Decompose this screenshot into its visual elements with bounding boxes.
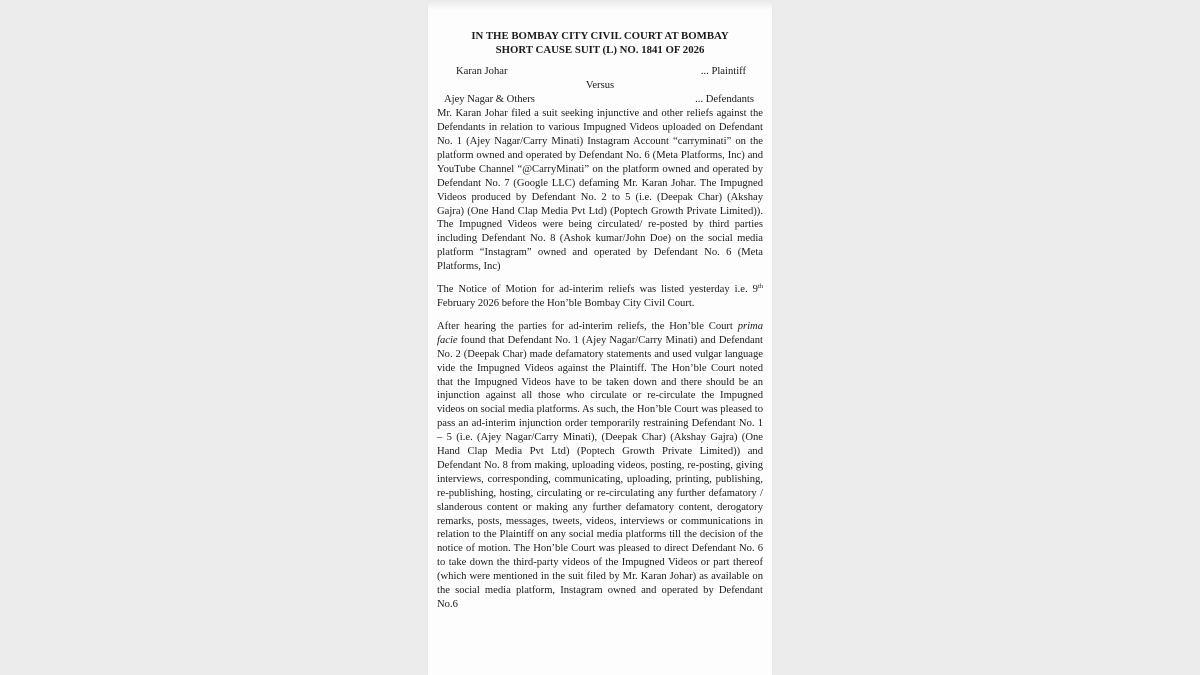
versus-label: Versus bbox=[585, 80, 615, 92]
prima-facie-italic: prima facie bbox=[437, 320, 763, 346]
plaintiff-name: Karan Johar bbox=[456, 66, 508, 78]
plaintiff-row bbox=[437, 65, 763, 79]
notice-text-end: February 2026 before the Hon’ble Bombay City Civil Court. bbox=[437, 297, 695, 309]
defendant-name: Ajey Nagar & Others bbox=[444, 94, 535, 106]
paragraph-suit-filed: Mr. Karan Johar filed a suit seeking injunctive and other reliefs against the Defendants in relation to various Impugned Videos uploaded on Defendant No. 1 (Ajey Nagar/Carry Minati) Instagram Account “carryminati” on the platform owned and operated by Defendant No. 6 (Meta Platforms, Inc) and YouTube Channel “@CarryMinati” on the platform owned and operated by Defendant No. 7 (Google LLC) defaming Mr. Karan Johar. The Impugned Videos produced by Defendant No. 2 to 5 (i.e. (Deepak Char) (Akshay Gajra) (One Hand Clap Media Pvt Ltd) (Poptech Growth Private Limited)). The Impugned Videos were being circulated/ re-posted by third parties including Defendant No. 8 (Ashok kumar/John Doe) on the social media platform “Instagram” owned and operated by Defendant No. 6 (Meta Platforms, Inc) bbox=[437, 108, 763, 273]
defendant-role: ... Defendants bbox=[695, 94, 754, 106]
parties-block bbox=[437, 65, 763, 107]
document-content bbox=[437, 30, 763, 621]
notice-text-start: The Notice of Motion for ad-interim reliefs was listed yesterday i.e. 9 bbox=[437, 284, 758, 296]
order-text-start: After hearing the parties for ad-interim reliefs, the Hon’ble Court bbox=[437, 320, 738, 332]
defendant-row bbox=[437, 93, 763, 107]
page-top-shadow bbox=[428, 0, 772, 10]
paragraph-court-order bbox=[437, 320, 763, 612]
document-page bbox=[428, 0, 772, 675]
plaintiff-role: ... Plaintiff bbox=[700, 66, 746, 78]
paragraph-notice-of-motion bbox=[437, 283, 763, 311]
order-text-end: found that Defendant No. 1 (Ajey Nagar/Carry Minati) and Defendant No. 2 (Deepak Char) made defamatory statements and used vulgar language vide the Impugned Videos against the Plaintiff. The Hon’ble Court noted that the Impugned Videos have to be taken down and there should be an injunction against all those who circulate or re-circulate the Impugned videos on social media platforms. As such, the Hon’ble Court was pleased to pass an ad-interim injunction order temporarily restraining Defendant No. 1 – 5 (i.e. (Ajey Nagar/Carry Minati), (Deepak Char) (Akshay Gajra) (One Hand Clap Media Pvt Ltd) (Poptech Growth Private Limited)) and Defendant No. 8 from making, uploading videos, posting, re-posting, giving interviews, corresponding, communicating, uploading, printing, publishing, re-publishing, hosting, circulating or re-circulating any further defamatory / slanderous content or making any further defamatory content, derogatory remarks, posts, messages, tweets, videos, interviews or communications in relation to the Plaintiff on any social media platforms till the decision of the notice of motion. The Hon’ble Court was pleased to direct Defendant No. 6 to take down the third-party videos of the Impugned Videos or part thereof (which were mentioned in the suit filed by Mr. Karan Johar) as available on the social media platform, Instagram owned and operated by Defendant No.6 bbox=[437, 334, 763, 610]
suit-number-heading: SHORT CAUSE SUIT (L) NO. 1841 OF 2026 bbox=[495, 43, 705, 56]
ordinal-suffix: th bbox=[757, 283, 763, 291]
court-heading: IN THE BOMBAY CITY CIVIL COURT AT BOMBAY bbox=[471, 30, 729, 42]
